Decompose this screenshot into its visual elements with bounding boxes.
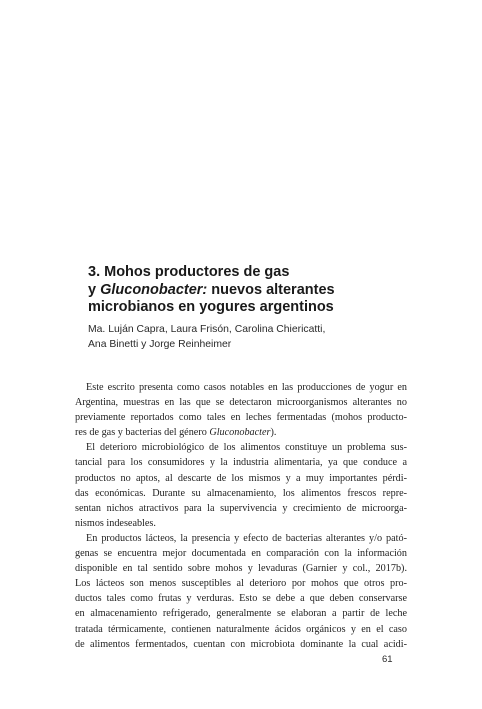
paragraph-line-prefix: res de gas y bacterias del género: [75, 427, 210, 439]
paragraph-line: disponible en tal sentido sobre mohos y levaduras (Garnier y col., 2017b).: [75, 563, 407, 575]
paragraph-line: ductos tales como frutas y verduras. Esto se debe a que deben conservarse: [75, 593, 407, 605]
paragraph-line: Argentina, muestras en las que se detectaron microorganismos alterantes no: [75, 397, 407, 409]
paragraph-line: sentan nichos atractivos para la supervivencia y crecimiento de microorga-: [75, 502, 407, 514]
paragraph-line: productos no aptos, al descarte de los mismos y a muy importantes pérdi-: [75, 472, 407, 484]
author-list: [88, 323, 408, 352]
chapter-title-line-3: microbianos en yogures argentinos: [88, 299, 334, 315]
paragraph-line: tratada térmicamente, contienen naturalmente ácidos orgánicos y en el caso: [75, 623, 407, 635]
paragraph-line: de alimentos fermentados, cuentan con microbiota dominante la cual acidi-: [75, 638, 407, 650]
chapter-title-line-2: [88, 282, 418, 300]
paragraph-line: Este escrito presenta como casos notables en las producciones de yogur en: [86, 382, 407, 393]
paragraph-line: Los lácteos son menos susceptibles al deterioro por mohos que otros pro-: [75, 578, 407, 590]
chapter-title-line-2-prefix: y: [88, 281, 101, 298]
chapter-title-genus: Gluconobacter:: [100, 281, 208, 298]
paragraph-line: nismos indeseables.: [75, 517, 156, 529]
paragraph-line: En productos lácteos, la presencia y efecto de bacterias alterantes y/o pató-: [86, 532, 407, 544]
paragraph-line: genas se encuentra mejor documentada en comparación con la información: [75, 548, 407, 560]
paragraph-line: previamente reportados como tales en leches fermentadas (mohos producto-: [75, 412, 407, 424]
paragraph-line: [75, 425, 407, 440]
page-number: 61: [382, 654, 393, 665]
paragraph-line: en almacenamiento refrigerado, generalmente se elaboran a partir de leche: [75, 608, 407, 620]
author-list-line-2: Ana Binetti y Jorge Reinheimer: [88, 338, 232, 350]
genus-name: Gluconobacter: [209, 427, 271, 439]
paragraph-line: El deterioro microbiológico de los alimentos constituye un problema sus-: [86, 442, 407, 454]
author-list-line-1: Ma. Luján Capra, Laura Frisón, Carolina Chiericatti,: [88, 324, 326, 335]
chapter-title: [88, 264, 418, 317]
paragraph-1: [75, 380, 407, 440]
chapter-title-line-2-suffix: nuevos alterantes: [207, 281, 335, 298]
paragraph-line-suffix: ).: [270, 427, 277, 439]
body-text: [75, 380, 407, 652]
chapter-title-line-1: 3. Mohos productores de gas: [88, 264, 290, 280]
paragraph-line: tancial para los consumidores y la industria alimentaria, ya que conduce a: [75, 457, 407, 469]
paragraph-3: [75, 531, 407, 652]
paragraph-line: das económicas. Durante su almacenamiento, los alimentos frescos repre-: [75, 487, 407, 499]
paragraph-2: [75, 440, 407, 531]
